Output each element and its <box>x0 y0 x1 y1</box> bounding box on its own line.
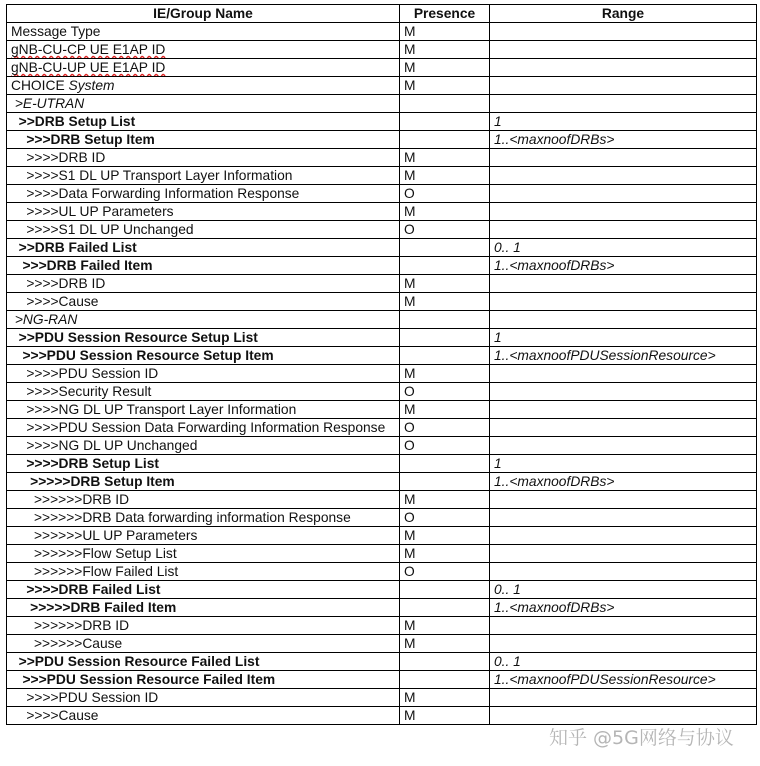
table-row <box>7 203 757 221</box>
ie-name-text: >>>>>DRB Failed Item <box>11 600 177 615</box>
range-cell: 1..<maxnoofDRBs> <box>490 257 757 275</box>
ie-name <box>7 77 400 95</box>
ie-name <box>7 95 400 113</box>
ie-name-text: >>DRB Failed List <box>11 240 137 255</box>
ie-name-text: gNB-CU-UP UE E1AP ID <box>11 60 166 75</box>
presence-cell <box>400 671 490 689</box>
range-cell <box>490 419 757 437</box>
ie-name-text: >>>DRB Setup Item <box>11 132 155 147</box>
ie-name-text: >>>>>DRB Setup Item <box>11 474 175 489</box>
ie-name <box>7 401 400 419</box>
ie-name <box>7 509 400 527</box>
range-cell <box>490 401 757 419</box>
table-row <box>7 491 757 509</box>
presence-cell: O <box>400 185 490 203</box>
presence-cell: M <box>400 491 490 509</box>
ie-name <box>7 653 400 671</box>
ie-name <box>7 599 400 617</box>
presence-cell <box>400 455 490 473</box>
table-row <box>7 599 757 617</box>
header-presence: Presence <box>400 5 490 23</box>
header-ie-group-name: IE/Group Name <box>7 5 400 23</box>
presence-cell: O <box>400 437 490 455</box>
table-row <box>7 329 757 347</box>
ie-name <box>7 671 400 689</box>
presence-cell: O <box>400 509 490 527</box>
ie-name-text: >>>>DRB ID <box>11 276 106 291</box>
range-cell <box>490 185 757 203</box>
table-row <box>7 275 757 293</box>
table-row <box>7 527 757 545</box>
range-cell: 0.. 1 <box>490 581 757 599</box>
ie-name-text: >>>DRB Failed Item <box>11 258 153 273</box>
presence-cell: M <box>400 167 490 185</box>
range-cell: 1..<maxnoofPDUSessionResource> <box>490 671 757 689</box>
range-cell <box>490 383 757 401</box>
ie-name <box>7 257 400 275</box>
ie-name <box>7 59 400 77</box>
table-row <box>7 347 757 365</box>
table-row <box>7 221 757 239</box>
presence-cell <box>400 329 490 347</box>
ie-name-text: >>>>S1 DL UP Transport Layer Information <box>11 168 293 183</box>
table-row <box>7 185 757 203</box>
ie-name <box>7 311 400 329</box>
range-cell <box>490 167 757 185</box>
range-cell <box>490 527 757 545</box>
presence-cell: O <box>400 419 490 437</box>
presence-cell <box>400 113 490 131</box>
ie-name <box>7 221 400 239</box>
presence-cell <box>400 131 490 149</box>
ie-name <box>7 131 400 149</box>
ie-name <box>7 347 400 365</box>
presence-cell: M <box>400 59 490 77</box>
table-row <box>7 23 757 41</box>
ie-name <box>7 203 400 221</box>
ie-name <box>7 491 400 509</box>
ie-name-text: >>>>Security Result <box>11 384 152 399</box>
ie-name-text: >>>>NG DL UP Unchanged <box>11 438 198 453</box>
ie-name <box>7 455 400 473</box>
ie-name <box>7 635 400 653</box>
range-cell <box>490 203 757 221</box>
ie-name-text: Message Type <box>11 24 101 39</box>
table-row <box>7 167 757 185</box>
presence-cell <box>400 473 490 491</box>
ie-name <box>7 365 400 383</box>
ie-name-text: >>>>DRB Setup List <box>11 456 159 471</box>
presence-cell: M <box>400 23 490 41</box>
ie-name <box>7 581 400 599</box>
ie-name-text: >NG-RAN <box>11 312 78 327</box>
ie-name <box>7 185 400 203</box>
ie-name-text: >>>>>>Flow Failed List <box>11 564 179 579</box>
range-cell <box>490 95 757 113</box>
range-cell <box>490 275 757 293</box>
table-row <box>7 707 757 725</box>
table-row <box>7 131 757 149</box>
range-cell: 1..<maxnoofDRBs> <box>490 131 757 149</box>
presence-cell: M <box>400 617 490 635</box>
table-row <box>7 239 757 257</box>
table-row <box>7 401 757 419</box>
table-row <box>7 149 757 167</box>
ie-name <box>7 239 400 257</box>
table-row <box>7 635 757 653</box>
range-cell <box>490 311 757 329</box>
presence-cell <box>400 599 490 617</box>
presence-cell: M <box>400 635 490 653</box>
ie-name-text: >>DRB Setup List <box>11 114 136 129</box>
range-cell: 1..<maxnoofDRBs> <box>490 473 757 491</box>
range-cell: 1 <box>490 329 757 347</box>
table-row <box>7 455 757 473</box>
ie-name <box>7 689 400 707</box>
range-cell <box>490 707 757 725</box>
range-cell <box>490 293 757 311</box>
ie-name <box>7 437 400 455</box>
ie-name <box>7 527 400 545</box>
ie-name-text: >>>>PDU Session ID <box>11 690 159 705</box>
range-cell <box>490 545 757 563</box>
presence-cell: M <box>400 689 490 707</box>
table-row <box>7 473 757 491</box>
ie-name-text: >>>>DRB Failed List <box>11 582 161 597</box>
range-cell: 1..<maxnoofPDUSessionResource> <box>490 347 757 365</box>
presence-cell: M <box>400 41 490 59</box>
ie-name <box>7 167 400 185</box>
table-row <box>7 113 757 131</box>
range-cell <box>490 689 757 707</box>
presence-cell: M <box>400 77 490 95</box>
ie-name-text: gNB-CU-CP UE E1AP ID <box>11 42 166 57</box>
presence-cell: O <box>400 221 490 239</box>
range-cell <box>490 41 757 59</box>
table-row <box>7 311 757 329</box>
presence-cell: M <box>400 365 490 383</box>
ie-name-text: >>>PDU Session Resource Failed Item <box>11 672 276 687</box>
table-row <box>7 59 757 77</box>
table-row <box>7 383 757 401</box>
ie-name <box>7 383 400 401</box>
ie-name-text: >>>>Data Forwarding Information Response <box>11 186 300 201</box>
range-cell <box>490 365 757 383</box>
range-cell: 1..<maxnoofDRBs> <box>490 599 757 617</box>
table-header-row <box>7 5 757 23</box>
ie-name-text: >>>>UL UP Parameters <box>11 204 174 219</box>
presence-cell <box>400 347 490 365</box>
ie-name-text: >>>>Cause <box>11 708 99 723</box>
table-row <box>7 77 757 95</box>
table-row <box>7 257 757 275</box>
presence-cell <box>400 581 490 599</box>
range-cell: 1 <box>490 113 757 131</box>
range-cell <box>490 635 757 653</box>
presence-cell: M <box>400 149 490 167</box>
range-cell <box>490 221 757 239</box>
table-row <box>7 671 757 689</box>
presence-cell: M <box>400 707 490 725</box>
table-row <box>7 293 757 311</box>
ie-name-prefix: CHOICE <box>11 78 69 93</box>
table-row <box>7 563 757 581</box>
range-cell <box>490 491 757 509</box>
ie-name-text: >>>>>>Cause <box>11 636 123 651</box>
presence-cell: M <box>400 203 490 221</box>
ie-name-text: >>>>DRB ID <box>11 150 106 165</box>
range-cell <box>490 437 757 455</box>
table-row <box>7 419 757 437</box>
ie-name-text: >>>>>>Flow Setup List <box>11 546 177 561</box>
table-row <box>7 617 757 635</box>
table-row <box>7 545 757 563</box>
ie-name-italic: System <box>68 78 115 93</box>
ie-name <box>7 617 400 635</box>
ie-name-text: >>>>>>DRB ID <box>11 618 130 633</box>
presence-cell: M <box>400 275 490 293</box>
ie-name-text: >>>>Cause <box>11 294 99 309</box>
ie-name-text: >>>>>>DRB Data forwarding information Response <box>11 510 351 525</box>
ie-name <box>7 473 400 491</box>
ie-name-text: >>>>PDU Session Data Forwarding Information Response <box>11 420 386 435</box>
table-row <box>7 41 757 59</box>
ie-name <box>7 563 400 581</box>
range-cell: 0.. 1 <box>490 239 757 257</box>
header-range: Range <box>490 5 757 23</box>
ie-name-text: >>>>PDU Session ID <box>11 366 159 381</box>
ie-name <box>7 329 400 347</box>
table-row <box>7 653 757 671</box>
table-row <box>7 365 757 383</box>
range-cell <box>490 149 757 167</box>
ie-name-text: >>>>>>UL UP Parameters <box>11 528 198 543</box>
ie-name-text: >>>>>>DRB ID <box>11 492 130 507</box>
presence-cell: M <box>400 545 490 563</box>
range-cell <box>490 509 757 527</box>
presence-cell <box>400 239 490 257</box>
presence-cell: O <box>400 383 490 401</box>
watermark: 知乎 @5G网络与协议 <box>549 727 734 749</box>
presence-cell <box>400 95 490 113</box>
ie-name <box>7 419 400 437</box>
table-row <box>7 581 757 599</box>
presence-cell: M <box>400 293 490 311</box>
ie-name <box>7 545 400 563</box>
ie-name-text: >>PDU Session Resource Setup List <box>11 330 258 345</box>
presence-cell: O <box>400 563 490 581</box>
presence-cell: M <box>400 527 490 545</box>
range-cell <box>490 77 757 95</box>
ie-name <box>7 149 400 167</box>
range-cell <box>490 23 757 41</box>
ie-name-text: >>>PDU Session Resource Setup Item <box>11 348 274 363</box>
range-cell: 1 <box>490 455 757 473</box>
ie-name <box>7 707 400 725</box>
presence-cell <box>400 311 490 329</box>
ie-name <box>7 275 400 293</box>
ie-name-text: >E-UTRAN <box>11 96 85 111</box>
range-cell <box>490 563 757 581</box>
ie-name-text: >>>>NG DL UP Transport Layer Information <box>11 402 297 417</box>
table-row <box>7 689 757 707</box>
ie-name <box>7 41 400 59</box>
ie-name <box>7 293 400 311</box>
presence-cell: M <box>400 401 490 419</box>
presence-cell <box>400 257 490 275</box>
table-row <box>7 509 757 527</box>
ie-table <box>6 4 757 725</box>
range-cell: 0.. 1 <box>490 653 757 671</box>
range-cell <box>490 617 757 635</box>
ie-name <box>7 113 400 131</box>
presence-cell <box>400 653 490 671</box>
ie-name-text: >>PDU Session Resource Failed List <box>11 654 260 669</box>
range-cell <box>490 59 757 77</box>
table-row <box>7 437 757 455</box>
ie-name <box>7 23 400 41</box>
table-row <box>7 95 757 113</box>
ie-name-text: >>>>S1 DL UP Unchanged <box>11 222 194 237</box>
